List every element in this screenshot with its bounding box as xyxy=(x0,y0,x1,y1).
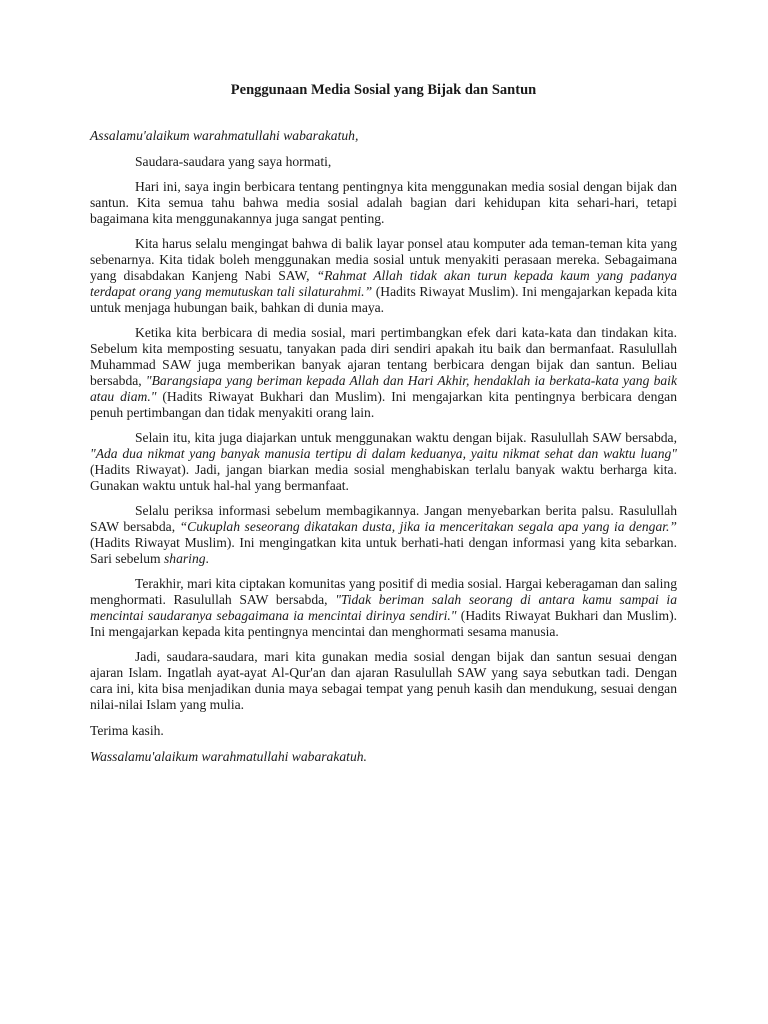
paragraph-3-text-a: Ketika kita berbicara di media sosial, mari pertimbangkan efek dari kata-kata dan tindakan kita. Sebelum kita memposting sesuatu, tanyakan pada diri sendiri apakah itu baik dan bermanfaat. Rasulullah Muhammad SAW juga memberikan banyak ajaran tentang berbicara dengan bijak dan santun. Beliau bersabda, xyxy=(90,325,677,388)
paragraph-5-text-a: Selalu periksa informasi sebelum membagikannya. Jangan menyebarkan berita palsu. Rasulullah SAW bersabda, xyxy=(90,503,677,534)
paragraph-3 xyxy=(90,325,677,421)
hadith-quote-silaturahmi: “Rahmat Allah tidak akan turun kepada kaum yang padanya terdapat orang yang memutuskan tali silaturahmi.” xyxy=(90,268,677,299)
opening-greeting: Assalamu'alaikum warahmatullahi wabarakatuh, xyxy=(90,128,359,143)
paragraph-6-text-b: (Hadits Riwayat Bukhari dan Muslim). Ini mengajarkan kepada kita pentingnya mencintai dan menghormati sesama manusia. xyxy=(90,608,678,639)
closing-greeting-text: Wassalamu'alaikum warahmatullahi wabarakatuh. xyxy=(90,749,367,764)
closing-greeting xyxy=(90,749,677,765)
hadith-quote-dua-nikmat: "Ada dua nikmat yang banyak manusia tertipu di dalam keduanya, yaitu nikmat sehat dan waktu luang" xyxy=(90,446,677,461)
hadith-quote-berkata-baik: "Barangsiapa yang beriman kepada Allah dan Hari Akhir, hendaklah ia berkata-kata yang baik atau diam." xyxy=(90,373,677,404)
paragraph-5-text-c: . xyxy=(205,551,209,566)
sharing-word: sharing xyxy=(164,551,206,566)
paragraph-4-text-b: (Hadits Riwayat). Jadi, jangan biarkan media sosial menghabiskan terlalu banyak waktu berharga kita. Gunakan waktu untuk hal-hal yang bermanfaat. xyxy=(90,462,677,493)
paragraph-6 xyxy=(90,576,677,640)
paragraph-1: Hari ini, saya ingin berbicara tentang pentingnya kita menggunakan media sosial dengan bijak dan santun. Kita semua tahu bahwa media sosial adalah bagian dari kehidupan kita sehari-hari, tetapi bagaimana kita menggunakannya juga sangat penting. xyxy=(90,179,677,226)
document-page xyxy=(90,76,677,765)
paragraph-3-text-b: (Hadits Riwayat Bukhari dan Muslim). Ini mengajarkan kita pentingnya berbicara dengan penuh pertimbangan dan tidak menyakiti orang lain. xyxy=(90,389,677,420)
hadith-quote-dusta: “Cukuplah seseorang dikatakan dusta, jika ia menceritakan segala apa yang ia dengar.” xyxy=(179,519,677,534)
paragraph-2-text-b: (Hadits Riwayat Muslim). Ini mengajarkan kepada kita untuk menjaga hubungan baik, bahkan di dunia maya. xyxy=(90,284,678,315)
paragraph-4 xyxy=(90,430,677,494)
paragraph-2-text-a: Kita harus selalu mengingat bahwa di balik layar ponsel atau komputer ada teman-teman kita yang sebenarnya. Kita tidak boleh menggunakan media sosial untuk menyakiti perasaan mereka. Sebagaimana yang disabdakan Kanjeng Nabi SAW, xyxy=(90,236,677,283)
paragraph-6-text-a: Terakhir, mari kita ciptakan komunitas yang positif di media sosial. Hargai keberagaman dan saling menghormati. Rasulullah SAW bersabda, xyxy=(90,576,677,607)
thanks-line: Terima kasih. xyxy=(90,723,164,738)
address-line: Saudara-saudara yang saya hormati, xyxy=(135,154,332,169)
paragraph-5-text-b: (Hadits Riwayat Muslim). Ini mengingatkan kita untuk berhati-hati dengan informasi yang kita sebarkan. Sari sebelum xyxy=(90,535,677,566)
hadith-quote-mencintai: "Tidak beriman salah seorang di antara kamu sampai ia mencintai saudaranya sebagaimana ia mencintai dirinya sendiri." xyxy=(90,592,677,623)
paragraph-5 xyxy=(90,503,677,567)
paragraph-4-text-a: Selain itu, kita juga diajarkan untuk menggunakan waktu dengan bijak. Rasulullah SAW bersabda, xyxy=(135,430,677,445)
document-title: Penggunaan Media Sosial yang Bijak dan Santun xyxy=(230,82,537,98)
paragraph-2 xyxy=(90,236,677,316)
paragraph-7: Jadi, saudara-saudara, mari kita gunakan media sosial dengan bijak dan santun sesuai dengan ajaran Islam. Ingatlah ayat-ayat Al-Qur'an dan ajaran Rasulullah SAW yang saya sebutkan tadi. Dengan cara ini, kita bisa menjadikan dunia maya sebagai tempat yang penuh kasih dan mendukung, sesuai dengan nilai-nilai Islam yang mulia. xyxy=(90,649,677,712)
